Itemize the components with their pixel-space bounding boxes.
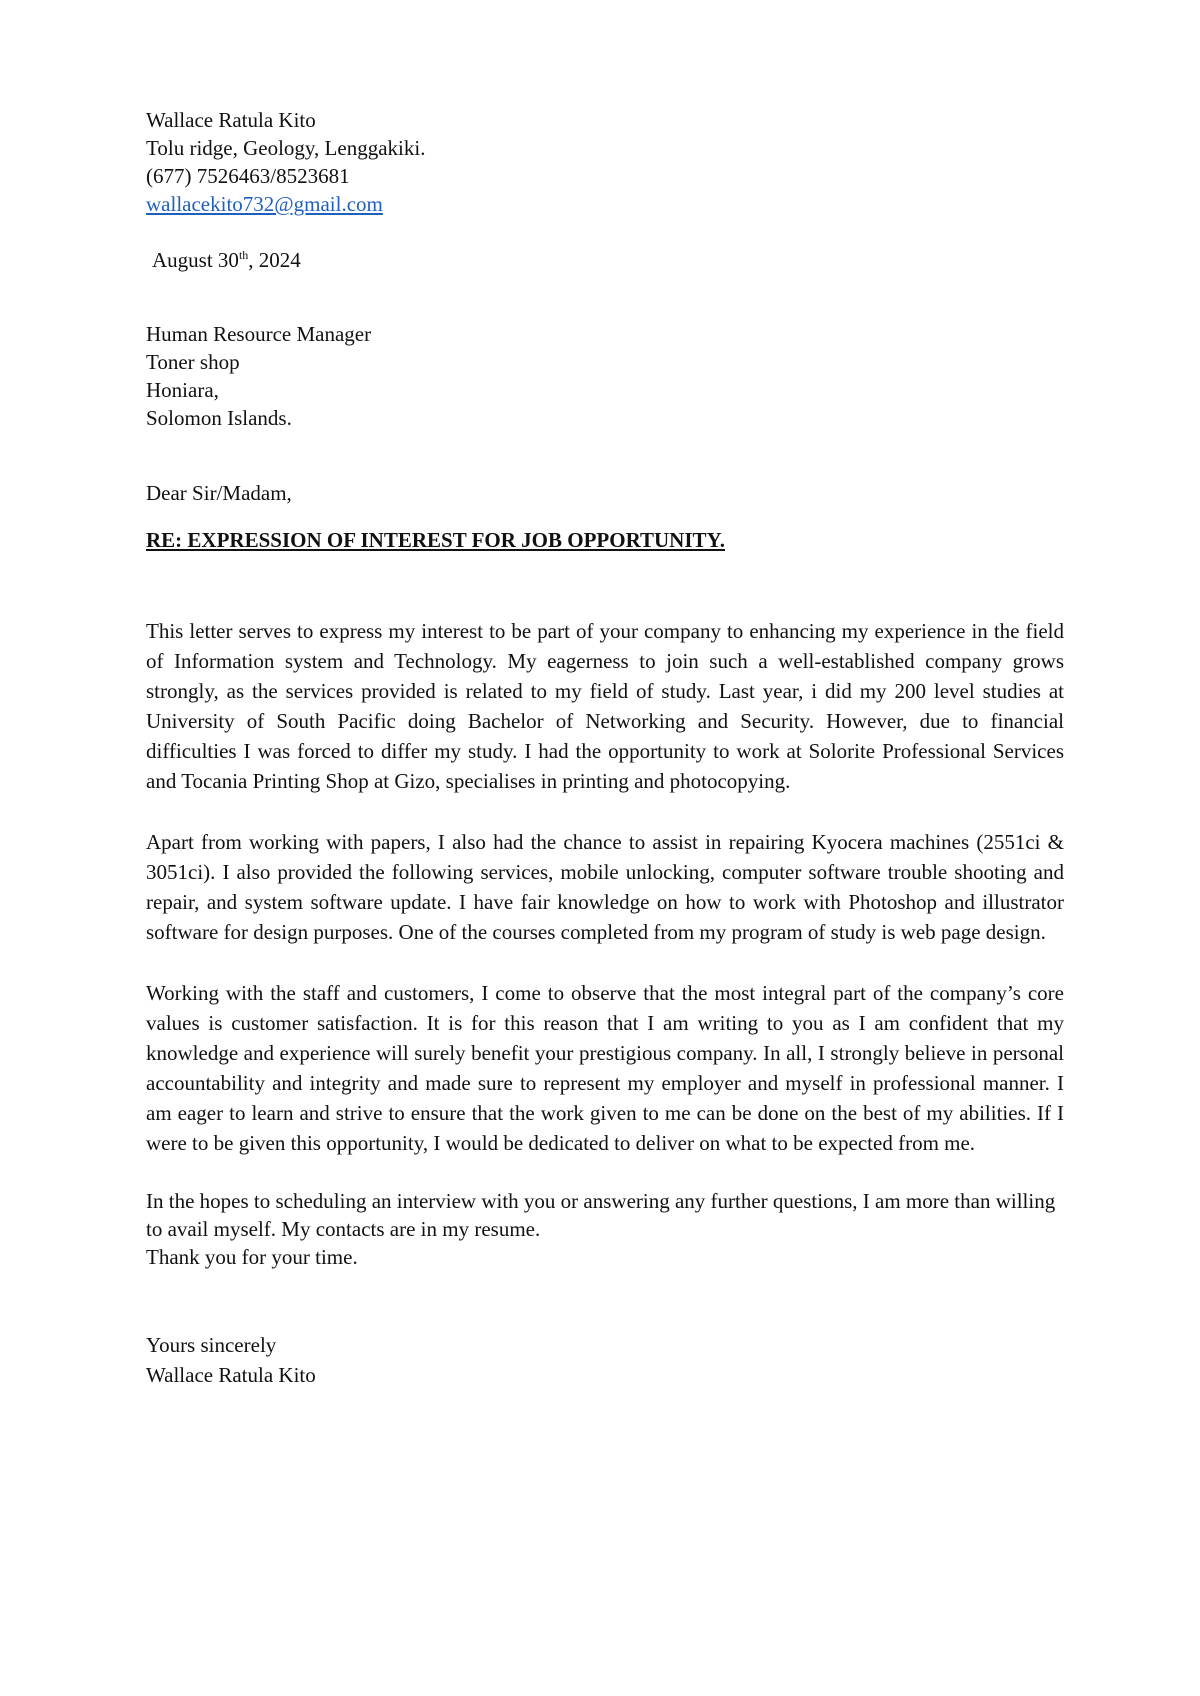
sender-email-link[interactable]: wallacekito732@gmail.com [146,192,383,216]
body-paragraph-1: This letter serves to express my interest to be part of your company to enhancing my experience in the field of Information system and Technology. My eagerness to join such a well-established company grows strongly, as the services provided is related to my field of study. Last year, i did my 200 level studies at University of South Pacific doing Bachelor of Networking and Security. However, due to financial difficulties I was forced to differ my study. I had the opportunity to work at Solorite Professional Services and Tocania Printing Shop at Gizo, specialises in printing and photocopying. [146,619,1064,793]
thanks-line: Thank you for your time. [146,1245,358,1269]
recipient-block [146,320,1064,432]
letter-date [146,246,1064,274]
subject-line: RE: EXPRESSION OF INTEREST FOR JOB OPPORTUNITY. [146,528,726,552]
signature-name: Wallace Ratula Kito [146,1363,316,1387]
recipient-city: Honiara, [146,378,219,402]
date-ordinal-suffix: th [238,248,249,262]
sender-name: Wallace Ratula Kito [146,108,316,132]
date-month-day: August 30 [152,248,239,272]
body-paragraph-2: Apart from working with papers, I also had the chance to assist in repairing Kyocera machines (2551ci & 3051ci). I also provided the following services, mobile unlocking, computer software trouble shooting and repair, and system software update. I have fair knowledge on how to work with Photoshop and illustrator software for design purposes. One of the courses completed from my program of study is web page design. [146,830,1064,944]
salutation: Dear Sir/Madam, [146,481,292,505]
recipient-title: Human Resource Manager [146,322,372,346]
recipient-company: Toner shop [146,350,240,374]
recipient-country: Solomon Islands. [146,406,292,430]
body-paragraph-4: In the hopes to scheduling an interview with you or answering any further questions, I am more than willing to avail myself. My contacts are in my resume. [146,1189,1056,1241]
valediction: Yours sincerely [146,1333,277,1357]
closing-block [146,1330,1064,1390]
date-year: , 2024 [248,248,301,272]
body-paragraph-3: Working with the staff and customers, I come to observe that the most integral part of the company’s core values is customer satisfaction. It is for this reason that I am writing to you as I am confident that my knowledge and experience will surely benefit your prestigious company. In all, I strongly believe in personal accountability and integrity and made sure to represent my employer and myself in professional manner. I am eager to learn and strive to ensure that the work given to me can be done on the best of my abilities. If I were to be given this opportunity, I would be dedicated to deliver on what to be expected from me. [146,981,1064,1155]
sender-phone: (677) 7526463/8523681 [146,164,350,188]
sender-block [146,106,1064,218]
sender-address: Tolu ridge, Geology, Lenggakiki. [146,136,426,160]
